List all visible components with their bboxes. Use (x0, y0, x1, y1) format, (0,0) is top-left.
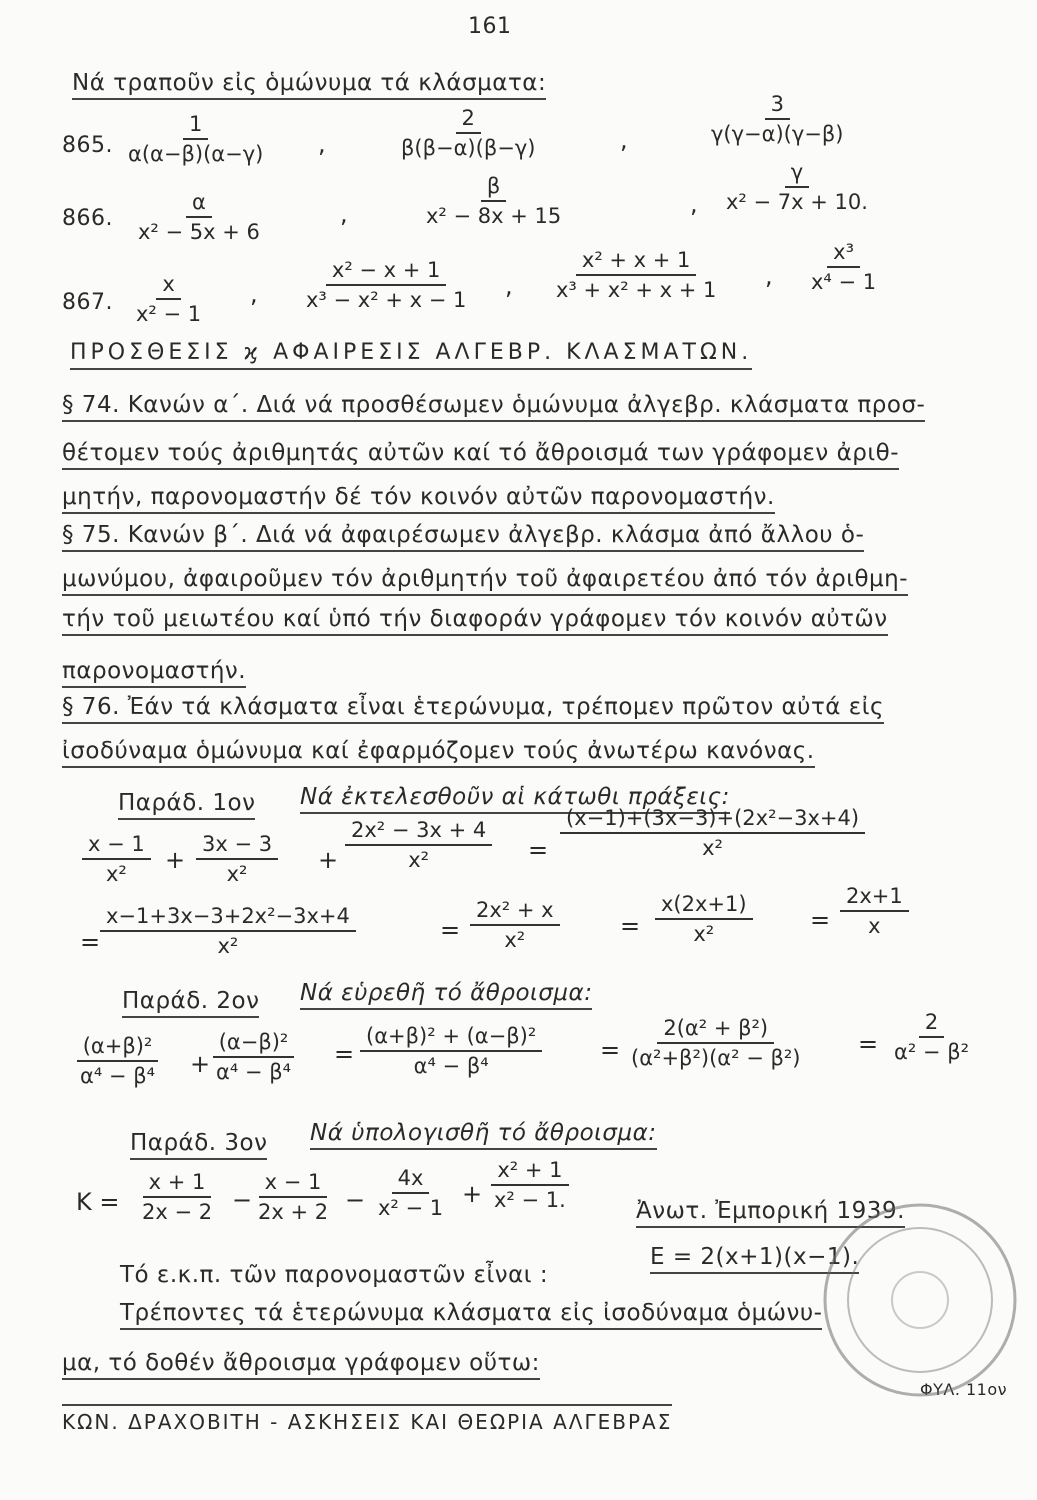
lcd-value: E = 2(x+1)(x−1). (650, 1244, 859, 1274)
denominator: x² − 1 (136, 302, 202, 327)
denominator: x (868, 914, 881, 939)
rule-75-line-2: μωνύμου, ἀφαιροῦμεν τόν ἀριθμητήν τοῦ ἀφαιρετέου ἀπό τόν ἀριθμη- (62, 566, 908, 596)
denominator: α⁴ − β⁴ (216, 1060, 292, 1085)
equals-sign: = (440, 916, 461, 944)
equals-sign: = (858, 1030, 879, 1058)
denominator: x² (226, 862, 248, 887)
ex1-fraction-b (196, 832, 278, 886)
denominator: α⁴ − β⁴ (413, 1054, 489, 1079)
ex865-fraction-3 (705, 92, 850, 146)
ex866-fraction-3 (720, 160, 874, 214)
numerator: 2x+1 (840, 884, 909, 912)
denominator: x² (408, 848, 430, 873)
denominator: x³ + x² + x + 1 (556, 278, 717, 303)
example-1-task: Νά ἐκτελεσθοῦν αἱ κάτωθι πράξεις: (300, 784, 730, 814)
ex1-result-3 (470, 898, 560, 952)
rule-75-line-1: § 75. Κανών β΄. Διά νά ἀφαιρέσωμεν ἀλγεβρ. κλάσμα ἀπό ἄλλου ὁ- (62, 522, 864, 552)
numerator: (α+β)² + (α−β)² (360, 1024, 542, 1052)
numerator: x² + 1 (491, 1158, 568, 1186)
rule-74-line-2: θέτομεν τούς ἀριθμητάς αὐτῶν καί τό ἄθροισμά των γράφομεν ἀριθ- (62, 440, 899, 470)
ex1-result-2 (100, 904, 356, 958)
numerator: 3x − 3 (196, 832, 278, 860)
ex865-fraction-1 (122, 112, 269, 166)
example-2-task: Νά εὑρεθῆ τό ἄθροισμα: (300, 980, 592, 1010)
explanation-line-1: Τρέποντες τά ἑτερώνυμα κλάσματα εἰς ἰσοδύναμα ὁμώνυ- (120, 1300, 822, 1330)
footer-author-title: ΚΩΝ. ΔΡΑΧΟΒΙΤΗ - ΑΣΚΗΣΕΙΣ ΚΑΙ ΘΕΩΡΙΑ ΑΛΓΕΒΡΑΣ (62, 1404, 672, 1434)
example-3-label: Παράδ. 3ον (130, 1130, 267, 1160)
equals-sign: = (528, 836, 549, 864)
exercise-867-number: 867. (62, 290, 113, 315)
ex866-fraction-2 (420, 174, 567, 228)
ex2-fraction-a (74, 1034, 161, 1088)
numerator: x − 1 (259, 1170, 328, 1198)
ex3-fraction-b (252, 1170, 334, 1224)
ex2-result-2 (625, 1016, 806, 1070)
denominator: x² (217, 934, 239, 959)
minus-sign: − (232, 1186, 253, 1214)
comma: , (620, 126, 628, 154)
numerator: (α+β)² (77, 1034, 159, 1062)
denominator: x⁴ − 1 (811, 270, 877, 295)
example-3-task: Νά ὑπολογισθῆ τό ἄθροισμα: (310, 1120, 657, 1150)
numerator: 4x (392, 1166, 430, 1194)
plus-sign: + (165, 846, 186, 874)
ex866-fraction-1 (132, 190, 266, 244)
explanation-line-2: μα, τό δοθέν ἄθροισμα γράφομεν οὕτω: (62, 1350, 540, 1380)
numerator: 2(α² + β²) (657, 1016, 774, 1044)
comma: , (250, 280, 258, 308)
numerator: x² − x + 1 (326, 258, 447, 286)
rule-74-line-3: μητήν, παρονομαστήν δέ τόν κοινόν αὐτῶν παρονομαστήν. (62, 484, 775, 514)
ex2-result-3 (888, 1010, 975, 1064)
numerator: 2 (919, 1010, 944, 1038)
denominator: x² − 8x + 15 (426, 204, 562, 229)
equals-sign: = (334, 1040, 355, 1068)
numerator: α (186, 190, 212, 218)
numerator: x(2x+1) (655, 892, 753, 920)
equals-sign: = (620, 912, 641, 940)
plus-sign: + (318, 846, 339, 874)
rule-76-line-2: ἰσοδύναμα ὁμώνυμα καί ἐφαρμόζομεν τούς ἀνωτέρω κανόνας. (62, 738, 815, 768)
ex3-fraction-c (372, 1166, 449, 1220)
numerator: (α−β)² (213, 1030, 295, 1058)
numerator: x² + x + 1 (576, 248, 697, 276)
footer-sheet-number: ΦΥΛ. 11ον (920, 1380, 1008, 1399)
numerator: 2x² + x (470, 898, 560, 926)
denominator: β(β−α)(β−γ) (401, 136, 536, 161)
example-1-label: Παράδ. 1ον (118, 790, 255, 820)
denominator: α⁴ − β⁴ (80, 1064, 156, 1089)
rule-75-line-3: τήν τοῦ μειωτέου καί ὑπό τήν διαφοράν γράφομεν τόν κοινόν αὐτῶν (62, 606, 888, 636)
denominator: x² (105, 862, 127, 887)
numerator: x − 1 (82, 832, 151, 860)
example-2-label: Παράδ. 2ον (122, 988, 259, 1018)
denominator: x² (702, 836, 723, 861)
ex2-fraction-b (210, 1030, 297, 1084)
denominator: α² − β² (894, 1040, 970, 1065)
ex1-fraction-c (345, 818, 492, 872)
ex867-fraction-1 (130, 272, 207, 326)
denominator: γ(γ−α)(γ−β) (711, 122, 844, 147)
denominator: x² − 1 (378, 1196, 444, 1221)
exam-source: Ἀνωτ. Ἐμπορική 1939. (636, 1198, 905, 1228)
numerator: x³ (827, 240, 860, 268)
section1-title: Νά τραποῦν εἰς ὁμώνυμα τά κλάσματα: (72, 70, 546, 100)
numerator: x−1+3x−3+2x²−3x+4 (100, 904, 356, 932)
numerator: (x−1)+(3x−3)+(2x²−3x+4) (560, 806, 865, 834)
comma: , (318, 130, 326, 158)
ex2-result-1 (360, 1024, 542, 1078)
ex867-fraction-3 (550, 248, 722, 302)
denominator: x² − 5x + 6 (138, 220, 260, 245)
numerator: 1 (183, 112, 208, 140)
ex1-result-4 (655, 892, 753, 946)
equals-sign: = (80, 928, 101, 956)
numerator: 2 (456, 106, 481, 134)
ex865-fraction-2 (395, 106, 541, 160)
rule-74-line-1: § 74. Κανών α΄. Διά νά προσθέσωμεν ὁμώνυμα ἀλγεβρ. κλάσματα προσ- (62, 392, 925, 422)
ex1-result-5 (840, 884, 909, 938)
ex1-result-1 (560, 806, 865, 860)
denominator: x³ − x² + x − 1 (306, 288, 467, 313)
denominator: x² − 1. (494, 1188, 566, 1213)
denominator: x² (504, 928, 526, 953)
ex867-fraction-4 (805, 240, 882, 294)
denominator: 2x − 2 (142, 1200, 213, 1225)
denominator: x² (693, 922, 715, 947)
denominator: x² − 7x + 10. (726, 190, 868, 215)
exercise-866-number: 866. (62, 206, 113, 231)
comma: , (765, 262, 773, 290)
ex3-fraction-d (488, 1158, 572, 1212)
page-number: 161 (468, 14, 512, 39)
numerator: x (156, 272, 180, 300)
equals-sign: = (810, 906, 831, 934)
rule-75-line-4: παρονομαστήν. (62, 658, 246, 688)
numerator: β (481, 174, 506, 202)
lcd-text: Τό ε.κ.π. τῶν παρονομαστῶν εἶναι : (120, 1262, 549, 1288)
equals-sign: = (600, 1036, 621, 1064)
comma: , (690, 190, 698, 218)
numerator: 3 (765, 92, 790, 120)
ex3-fraction-a (136, 1170, 218, 1224)
numerator: 2x² − 3x + 4 (345, 818, 492, 846)
denominator: (α²+β²)(α² − β²) (631, 1046, 801, 1071)
comma: , (505, 272, 513, 300)
comma: , (340, 200, 348, 228)
numerator: x + 1 (143, 1170, 212, 1198)
plus-sign: + (462, 1180, 483, 1208)
exercise-865-number: 865. (62, 133, 113, 158)
library-stamp-icon (770, 1190, 1030, 1450)
minus-sign: − (345, 1186, 366, 1214)
section-heading: ΠΡΟΣΘΕΣΙΣ ϗ ΑΦΑΙΡΕΣΙΣ ΑΛΓΕΒΡ. ΚΛΑΣΜΑΤΩΝ. (70, 340, 752, 370)
ex867-fraction-2 (300, 258, 472, 312)
rule-76-line-1: § 76. Ἐάν τά κλάσματα εἶναι ἑτερώνυμα, τρέπομεν πρῶτον αὐτά εἰς (62, 694, 884, 724)
numerator: γ (785, 160, 809, 188)
denominator: α(α−β)(α−γ) (128, 142, 264, 167)
ex1-fraction-a (82, 832, 151, 886)
denominator: 2x + 2 (258, 1200, 329, 1225)
k-equals: K = (76, 1188, 120, 1216)
plus-sign: + (190, 1050, 211, 1078)
